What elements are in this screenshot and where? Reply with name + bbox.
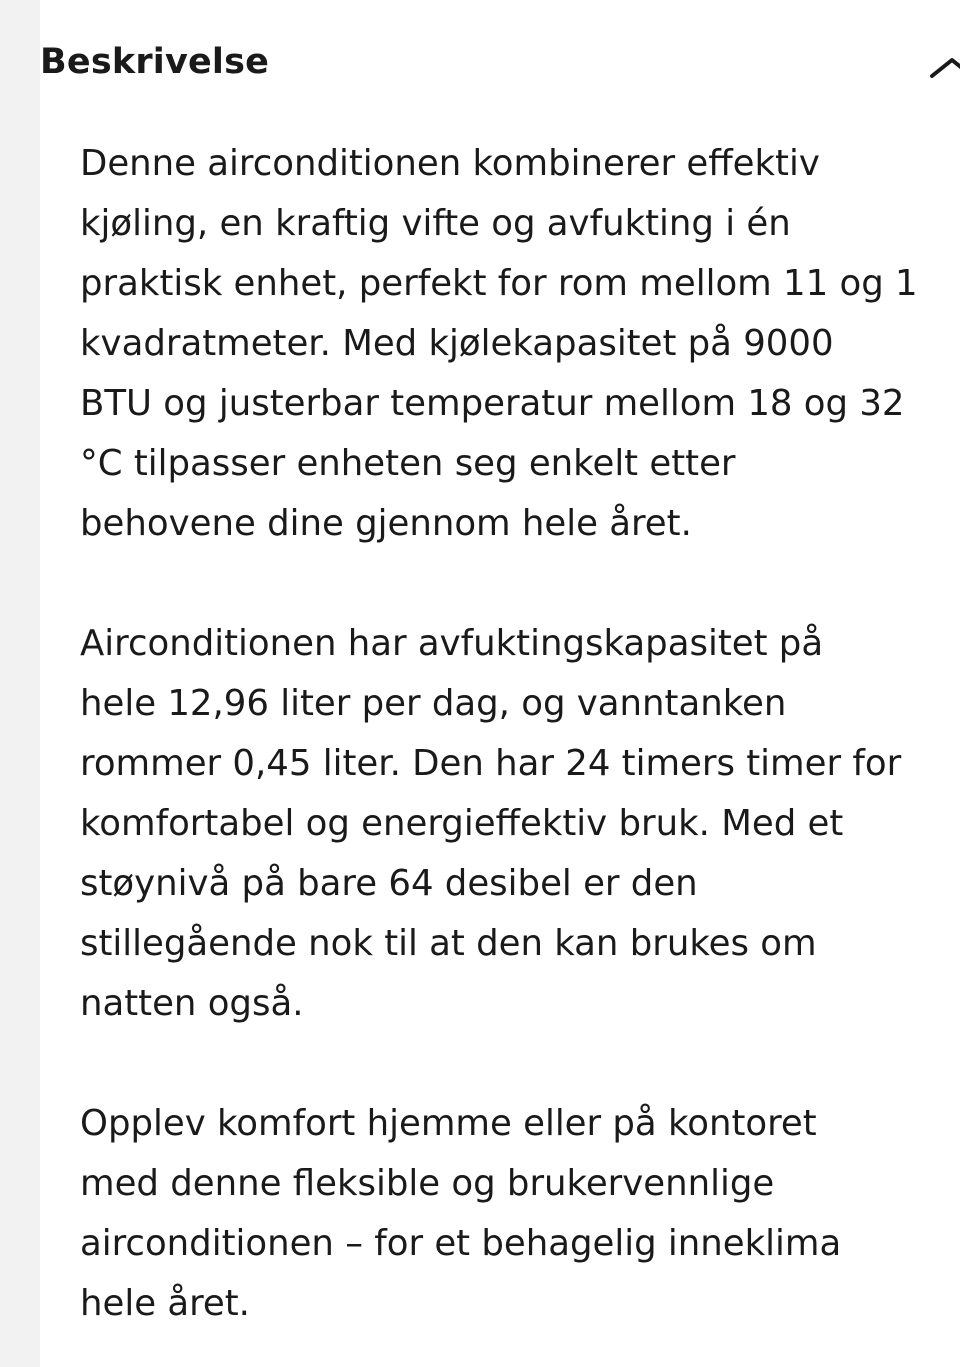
chevron-up-icon[interactable] xyxy=(928,36,960,92)
description-paragraph: Opplev komfort hjemme eller på kontoret med denne fleksible og brukervennlige airconditionen – for et behagelig inneklima hele året. xyxy=(80,1103,842,1324)
description-paragraph: Airconditionen har avfuktingskapasitet på hele 12,96 liter per dag, og vanntanken rommer 0,45 liter. Den har 24 timers timer for komfortabel og energieffektiv bruk. Med et støynivå på bare 64 desibel er den stillegående nok til at den kan brukes om natten også. xyxy=(80,623,902,1024)
description-body xyxy=(80,134,960,1334)
section-title: Beskrivelse xyxy=(40,42,270,82)
left-gutter xyxy=(0,0,40,1367)
description-section-header[interactable] xyxy=(40,36,920,96)
description-paragraph: Denne airconditionen kombinerer effektiv kjøling, en kraftig vifte og avfukting i én praktisk enhet, perfekt for rom mellom 11 og 1 kvadratmeter. Med kjølekapasitet på 9000 BTU og justerbar temperatur mellom 18 og 32 °C tilpasser enheten seg enkelt etter behovene dine gjennom hele året. xyxy=(80,143,918,544)
